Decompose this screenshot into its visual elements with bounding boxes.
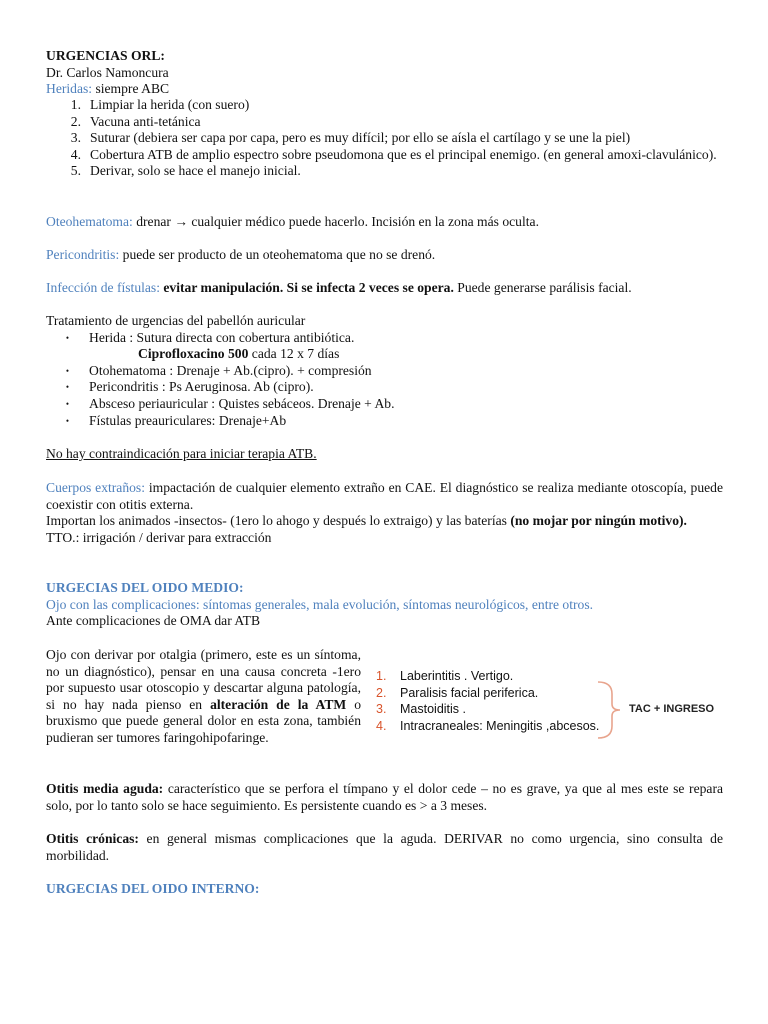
list-item: 1. Laberintitis . Vertigo.	[376, 669, 514, 683]
otitis-cronica-label: Otitis crónicas:	[46, 831, 139, 846]
tratamiento-title: Tratamiento de urgencias del pabellón auricular	[46, 313, 306, 328]
atb-note: No hay contraindicación para iniciar terapia ATB.	[46, 446, 317, 461]
oteohematoma-label: Oteohematoma:	[46, 214, 133, 229]
list-item: 3. Mastoiditis .	[376, 702, 466, 716]
cipro-line: Ciprofloxacino 500 cada 12 x 7 días	[138, 346, 340, 362]
oido-medio-section	[46, 580, 723, 630]
oido-interno-title: URGECIAS DEL OIDO INTERNO:	[46, 881, 260, 896]
list-item: • Absceso periauricular : Quistes sebáceos. Drenaje + Ab.	[65, 395, 395, 411]
pericondritis-label: Pericondritis:	[46, 247, 120, 262]
tratamiento-section	[46, 313, 723, 429]
fistulas-label: Infección de fístulas:	[46, 280, 160, 295]
oma-line: Ante complicaciones de OMA dar ATB	[46, 613, 261, 629]
heridas-heading	[46, 81, 723, 98]
heridas-text: siempre ABC	[92, 81, 170, 97]
otalgia-paragraph: Ojo con derivar por otalgia (primero, este es un síntoma, no un diagnóstico), pensar en una causa concreta -1ero por supuesto usar otoscopio y descartar alguna patología, si no hay nada pienso en alteración de la ATM o bruxismo que puede general dolor en esta zona, también pudieran ser tumores faringohipofaringe.	[46, 647, 361, 745]
list-item: 2. Paralisis facial periferica.	[376, 685, 539, 700]
heridas-label: Heridas:	[46, 81, 93, 97]
otitis-cronica-paragraph: Otitis crónicas: en general mismas complicaciones que la aguda. DERIVAR no como urgencia, sino consulta de morbilidad.	[46, 831, 723, 863]
doc-title: URGENCIAS ORL:	[46, 48, 165, 63]
oteohematoma-paragraph: Oteohematoma: drenar → cualquier médico puede hacerlo. Incisión en la zona más oculta.	[46, 214, 539, 229]
pericondritis-paragraph: Pericondritis: puede ser producto de un oteohematoma que no se drenó.	[46, 247, 436, 262]
list-item: • Pericondritis : Ps Aeruginosa. Ab (cipro).	[65, 379, 314, 395]
complications-list	[376, 668, 616, 734]
list-item: • Otohematoma : Drenaje + Ab.(cipro). + compresión	[65, 362, 372, 378]
header	[46, 48, 723, 98]
list-item: 2. Vacuna anti-tetánica	[70, 113, 201, 129]
otitis-aguda-paragraph: Otitis media aguda: característico que se perfora el tímpano y el dolor cede – no es grave, ya que al mes este se repara solo, por lo tanto solo se hace seguimiento. Es persistente cuando es > a 3 meses.	[46, 781, 723, 813]
oido-interno-section	[46, 881, 723, 898]
list-item: 4. Cobertura ATB de amplio espectro sobre pseudomona que es el principal enemigo. (en general amoxi-clavulánico).	[70, 146, 717, 162]
complications-figure	[372, 664, 732, 744]
oido-medio-subtitle: Ojo con las complicaciones: síntomas generales, mala evolución, síntomas neurológicos, entre otros.	[46, 596, 594, 612]
list-item: • Fístulas preauriculares: Drenaje+Ab	[65, 412, 287, 428]
tac-ingreso-label: TAC + INGRESO	[629, 703, 715, 715]
heridas-list	[46, 97, 723, 180]
fistulas-paragraph: Infección de fístulas: evitar manipulación. Si se infecta 2 veces se opera. Puede generarse parálisis facial.	[46, 280, 632, 295]
oido-medio-title: URGECIAS DEL OIDO MEDIO:	[46, 580, 244, 595]
doc-author: Dr. Carlos Namoncura	[46, 64, 169, 80]
list-item: 4. Intracraneales: Meningitis ,abcesos.	[376, 718, 600, 733]
list-item: 5. Derivar, solo se hace el manejo inicial.	[70, 163, 301, 179]
bracket-icon	[594, 680, 624, 740]
list-item: 3. Suturar (debiera ser capa por capa, pero es muy difícil; por ello se aísla el cartílago y se une la piel)	[70, 130, 631, 146]
cuerpos-label: Cuerpos extraños:	[46, 480, 145, 495]
list-item: • Herida : Sutura directa con cobertura antibiótica.	[65, 329, 355, 345]
otitis-aguda-label: Otitis media aguda:	[46, 781, 164, 796]
cuerpos-section: Cuerpos extraños: impactación de cualquier elemento extraño en CAE. El diagnóstico se realiza mediante otoscopía, puede coexistir con otitis externa. Importan los animados -insectos- (1ero lo ahogo y después lo extraigo) y las baterías (no mojar por ningún motivo). TTO.: irrigación / derivar para extracción	[46, 480, 723, 545]
list-item: 1. Limpiar la herida (con suero)	[70, 97, 250, 112]
tto-line: TTO.: irrigación / derivar para extracción	[46, 529, 272, 545]
